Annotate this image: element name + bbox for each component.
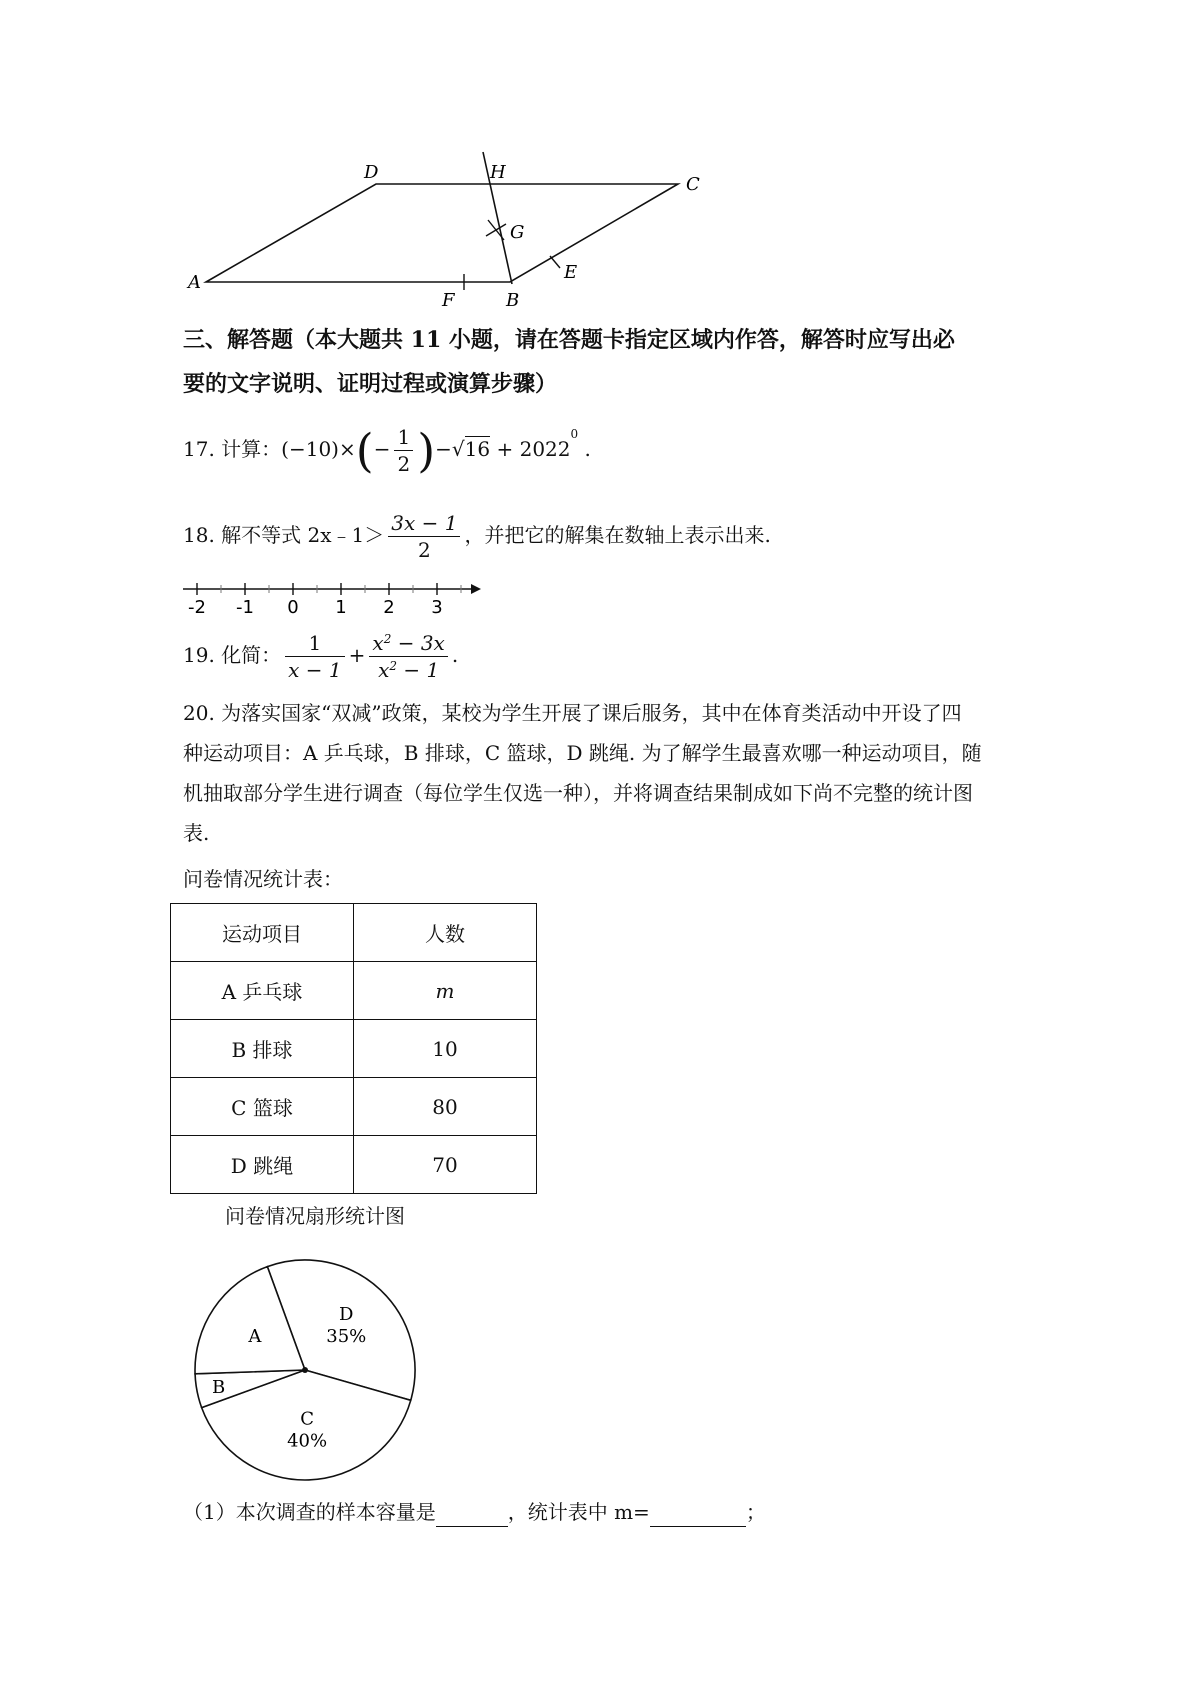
q19-fraction-1 — [285, 630, 344, 683]
label-g: G — [510, 222, 525, 243]
m-value-blank[interactable] — [650, 1498, 746, 1527]
number-line-tick-label: 1 — [335, 597, 347, 617]
table-header-row — [171, 904, 537, 962]
table-cell: 70 — [354, 1136, 537, 1194]
table-cell: B 排球 — [171, 1020, 354, 1078]
table-cell: m — [354, 962, 537, 1020]
number-line-tick-label: -2 — [188, 597, 206, 617]
sub1-end: ； — [745, 1500, 766, 1524]
table-cell: D 跳绳 — [171, 1136, 354, 1194]
pie-label-c: C — [300, 1408, 315, 1430]
table-row — [171, 1020, 537, 1078]
pie-label-d: D — [339, 1303, 354, 1325]
q19-f2-num: $x^2 - 3x$ — [369, 630, 447, 657]
table-caption: 问卷情况统计表： — [183, 867, 343, 891]
table-cell: A 乒乓球 — [171, 962, 354, 1020]
q17-plus-part: + 2022 — [496, 437, 571, 461]
question-20 — [183, 693, 982, 853]
number-line — [183, 575, 483, 617]
q20-line-3: 机抽取部分学生进行调查（每位学生仅选一种），并将调查结果制成如下尚不完整的统计图 — [183, 781, 973, 805]
number-line-tick-label: 3 — [431, 597, 443, 617]
label-b: B — [506, 290, 520, 310]
q19-plus: + — [348, 643, 366, 667]
number-line-tick-label: 2 — [383, 597, 395, 617]
label-e: E — [564, 262, 578, 283]
sub1-middle: ，统计表中 m= — [507, 1500, 650, 1524]
q17-frac-den: 2 — [397, 452, 411, 476]
q17-exponent: 0 — [570, 427, 579, 441]
pie-percent-d: 35% — [326, 1325, 367, 1347]
table-cell: 10 — [354, 1020, 537, 1078]
number-line-tick-label: 0 — [287, 597, 299, 617]
pie-chart-title: 问卷情况扇形统计图 — [225, 1204, 405, 1228]
pie-label-b: B — [211, 1376, 226, 1398]
table-cell: 80 — [354, 1078, 537, 1136]
q18-frac-den: 2 — [417, 538, 431, 562]
table-row — [171, 1078, 537, 1136]
survey-table — [170, 903, 537, 1194]
question-20-sub-1 — [183, 1498, 766, 1527]
label-f: F — [442, 290, 455, 310]
table-header-count: 人数 — [354, 904, 537, 962]
q19-f1-den: x − 1 — [288, 658, 342, 682]
question-19 — [183, 630, 458, 683]
q17-frac-num: 1 — [394, 424, 413, 451]
q18-prefix: 18. 解不等式 2x﹣1＞ — [183, 523, 385, 547]
label-c: C — [686, 174, 700, 195]
q18-suffix: ，并把它的解集在数轴上表示出来. — [464, 523, 771, 547]
question-17: 17. 计算：(−10)×(− $\frac{1}{2}$ )$-√16 + 2022^0$ . — [183, 423, 591, 478]
parallelogram-shape — [206, 184, 678, 282]
section-heading — [183, 318, 955, 406]
sample-size-blank[interactable] — [436, 1498, 508, 1527]
question-18 — [183, 510, 771, 563]
number-line-arrow — [471, 584, 481, 594]
number-line-tick-label: -1 — [236, 597, 254, 617]
label-d: D — [364, 162, 379, 183]
pie-percent-c: 40% — [287, 1430, 328, 1452]
q19-f2-den: $x^2 - 1$ — [378, 658, 440, 682]
pie-label-a: A — [248, 1326, 262, 1348]
pie-chart — [185, 1250, 425, 1490]
q18-frac-num: 3x − 1 — [388, 510, 460, 537]
table-header-item: 运动项目 — [171, 904, 354, 962]
q17-sqrt-minus: − — [435, 437, 452, 461]
q17-prefix: 17. 计算： — [183, 437, 282, 461]
section-heading-line2: 要的文字说明、证明过程或演算步骤） — [183, 371, 558, 397]
q18-fraction — [388, 510, 460, 563]
q17-end: . — [584, 437, 591, 461]
arc-mark-g2 — [486, 224, 506, 236]
table-row — [171, 1136, 537, 1194]
label-a: A — [188, 272, 201, 293]
q19-f1-num: 1 — [285, 630, 344, 657]
sub1-prefix: （1）本次调查的样本容量是 — [183, 1500, 436, 1524]
q19-prefix: 19. 化简： — [183, 643, 282, 667]
q17-lhs: (−10)× — [281, 437, 356, 461]
section-heading-line1: 三、解答题（本大题共 11 小题，请在答题卡指定区域内作答，解答时应写出必 — [183, 327, 955, 353]
parallelogram-figure — [180, 140, 720, 310]
table-cell: C 篮球 — [171, 1078, 354, 1136]
q17-sqrt-val: 16 — [464, 437, 491, 461]
table-row — [171, 962, 537, 1020]
q20-line-1: 20. 为落实国家“双减”政策，某校为学生开展了课后服务，其中在体育类活动中开设了四 — [183, 701, 962, 725]
q19-end: . — [451, 643, 459, 667]
tick-mark-e — [550, 256, 560, 268]
q17-fraction — [394, 424, 413, 477]
pie-center-dot — [302, 1367, 308, 1373]
q17-minus: − — [373, 437, 391, 461]
q19-fraction-2 — [369, 630, 447, 683]
label-h: H — [490, 162, 506, 183]
q20-line-4: 表. — [183, 821, 210, 845]
q20-line-2: 种运动项目：A 乒乓球，B 排球，C 篮球，D 跳绳. 为了解学生最喜欢哪一种运动项目，随 — [183, 741, 982, 765]
